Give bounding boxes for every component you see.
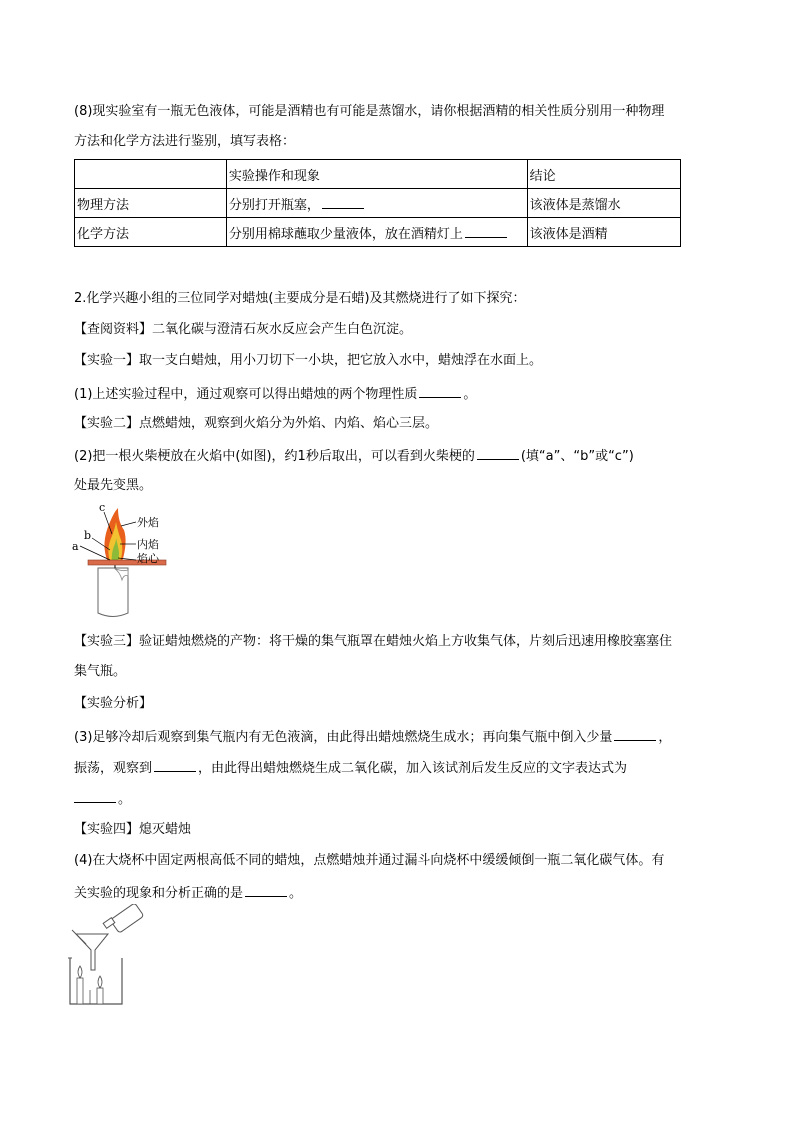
table-header-cell [75,160,227,189]
part4-text: 关实验的现象和分析正确的是 [74,886,244,901]
table-row [75,218,681,247]
bottle-neck [103,918,115,929]
pointer-outer [121,522,136,526]
operation-text: 分别用棉球蘸取少量液体，放在酒精灯上 [228,226,463,242]
q8-line1: (8)现实验室有一瓶无色液体，可能是酒精也有可能是蒸馏水，请你根据酒精的相关性质分别用一种物理 [74,104,665,119]
tall-candle-flame [78,966,82,978]
operation-text: 分别打开瓶塞， [228,197,320,213]
label-outer-flame: 外焰 [137,516,159,529]
label-c: c [99,501,106,514]
q2-intro: 2.化学兴趣小组的三位同学对蜡烛(主要成分是石蜡)及其燃烧进行了如下探究： [74,291,526,306]
part1-end: 。 [463,387,477,402]
answer-blank[interactable] [154,759,196,772]
table-cell-conclusion: 该液体是酒精 [527,218,680,247]
q2-part4-line2 [74,884,724,902]
q2-part2 [74,447,724,465]
answer-blank[interactable] [477,447,519,460]
part3-expression: ，由此得出蜡烛燃烧生成二氧化碳，加入该试剂后发生反应的文字表达式为 [198,761,628,776]
answer-blank[interactable] [322,196,364,209]
part1-text: (1)上述实验过程中，通过观察可以得出蜡烛的两个物理性质 [74,387,418,402]
q2-part3-line3 [74,790,724,808]
part2-text: (2)把一根火柴梗放在火焰中(如图)，约1秒后取出，可以看到火柴梗的 [74,449,475,464]
part3-end: 。 [118,792,132,807]
q2-part1 [74,385,724,403]
label-inner-flame: 内焰 [137,538,159,551]
label-flame-core: 焰心 [137,552,159,565]
beaker-funnel-figure [64,904,148,1008]
q2-exp3-line2: 集气瓶。 [74,664,127,679]
answer-blank[interactable] [465,225,507,238]
table-cell-operation [226,218,527,247]
part3-comma: ， [658,730,672,745]
table-header-cell: 实验操作和现象 [226,160,527,189]
table-row [75,189,681,218]
q2-exp2: 【实验二】点燃蜡烛，观察到火焰分为外焰、内焰、焰心三层。 [74,416,439,431]
part3-shake: 振荡，观察到 [74,761,153,776]
identification-table [74,159,681,247]
q2-exp1: 【实验一】取一支白蜡烛，用小刀切下一小块，把它放入水中，蜡烛浮在水面上。 [74,353,543,368]
answer-blank[interactable] [245,884,287,897]
label-a: a [72,540,79,553]
part4-end: 。 [289,886,303,901]
table-header-row [75,160,681,189]
part2-choice: (填“a”、“b”或“c”) [520,449,634,464]
q2-part2-line2: 处最先变黑。 [74,478,153,493]
q2-part4-line1: (4)在大烧杯中固定两根高低不同的蜡烛，点燃蜡烛并通过漏斗向烧杯中缓缓倾倒一瓶二氧化碳气体。有 [74,853,665,868]
table-header-cell: 结论 [527,160,680,189]
answer-blank[interactable] [614,728,656,741]
bottle [110,904,144,933]
part3-text: (3)足够冷却后观察到集气瓶内有无色液滴，由此得出蜡烛燃烧生成水；再向集气瓶中倒入少量 [74,730,613,745]
answer-blank[interactable] [419,385,461,398]
short-candle-flame [98,976,102,988]
q2-part3-line2 [74,759,724,777]
table-cell-operation [226,189,527,218]
candle-flame-figure [66,500,176,622]
label-b: b [84,529,92,542]
table-cell-method: 物理方法 [75,189,227,218]
q2-exp4: 【实验四】熄灭蜡烛 [74,822,192,837]
q2-info: 【查阅资料】二氧化碳与澄清石灰水反应会产生白色沉淀。 [74,322,413,337]
q2-analysis: 【实验分析】 [74,696,153,711]
table-cell-conclusion: 该液体是蒸馏水 [527,189,680,218]
q2-exp3-line1: 【实验三】验证蜡烛燃烧的产物：将干燥的集气瓶罩在蜡烛火焰上方收集气体，片刻后迅速用橡胶塞塞住 [74,634,673,649]
short-candle [97,988,103,1004]
answer-blank[interactable] [74,790,116,803]
q8-line2: 方法和化学方法进行鉴别，填写表格： [74,134,296,149]
q2-part3-line1 [74,728,724,746]
table-cell-method: 化学方法 [75,218,227,247]
tall-candle [77,978,83,1004]
